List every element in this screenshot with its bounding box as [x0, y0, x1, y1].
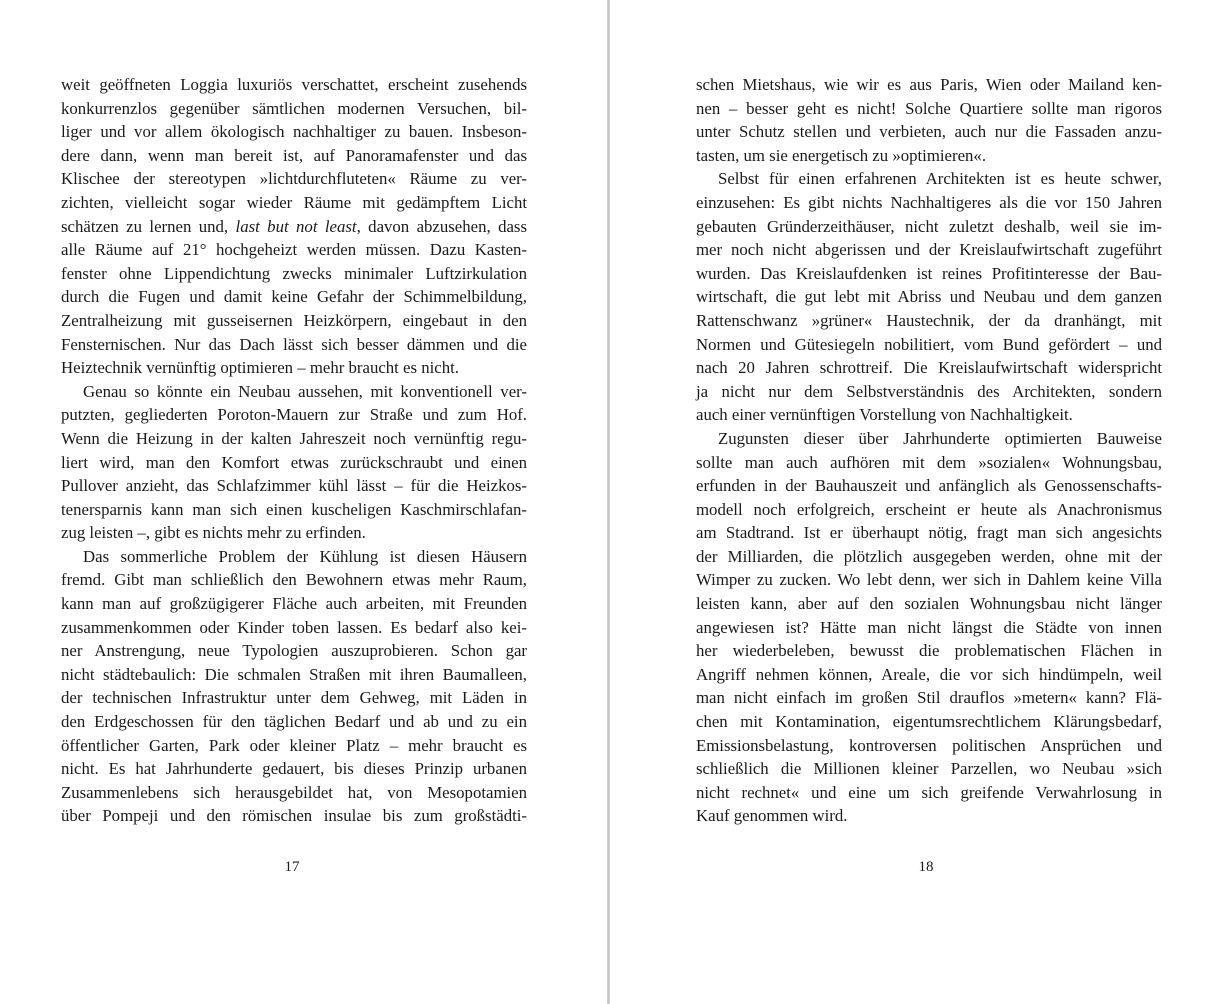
- text-segment: , davon abzusehen, dass: [356, 216, 527, 236]
- text-line: nen – besser geht es nicht! Solche Quartiere sollte man rigoros: [696, 98, 1162, 118]
- text-line: am Stadtrand. Ist er überhaupt nötig, fragt man sich angesichts: [696, 523, 1162, 543]
- text-line: fremd. Gibt man schließlich den Bewohnern etwas mehr Raum,: [61, 570, 527, 590]
- text-line: Emissionsbelastung, kontroversen politischen Ansprüchen und: [696, 735, 1162, 755]
- text-line: angewiesen ist? Hätte man nicht längst die Städte von innen: [696, 617, 1162, 637]
- text-line: tenersparnis kann man sich einen kuscheligen Kaschmirschlafan-: [61, 499, 527, 519]
- text-line: Normen und Gütesiegeln nobilitiert, vom Bund gefördert – und: [696, 334, 1162, 354]
- italic-phrase: last but not least: [235, 216, 357, 236]
- text-line: Zusammenlebens sich herausgebildet hat, von Mesopotamien: [61, 782, 527, 802]
- left-page-text: [61, 73, 527, 828]
- text-line: auch einer vernünftigen Vorstellung von Nachhaltigkeit.: [696, 405, 1073, 425]
- text-line: Genau so könnte ein Neubau aussehen, mit konventionell ver-: [83, 381, 527, 401]
- text-line: chen mit Kontamination, eigentumsrechtlichem Klärungsbedarf,: [696, 712, 1162, 732]
- book-gutter: [607, 0, 610, 1004]
- text-line: ja nicht nur dem Selbstverständnis des Architekten, sondern: [696, 381, 1162, 401]
- text-line: nicht. Es hat Jahrhunderte gedauert, bis dieses Prinzip urbanen: [61, 759, 527, 779]
- text-line: Pullover anzieht, das Schlafzimmer kühl lässt – für die Heizkos-: [61, 476, 527, 496]
- text-line: liger und vor allem ökologisch nachhaltiger zu bauen. Insbeson-: [61, 122, 527, 142]
- text-line: zichten, vielleicht sogar wieder Räume mit gedämpftem Licht: [61, 192, 527, 212]
- text-line: über Pompeji und den römischen insulae bis zum großstädti-: [61, 806, 527, 826]
- text-line: nicht städtebaulich: Die schmalen Straßen mit ihren Baumalleen,: [61, 664, 527, 684]
- text-line: Klischee der stereotypen »lichtdurchfluteten« Räume zu ver-: [61, 169, 527, 189]
- text-line: den Erdgeschossen für den täglichen Bedarf und ab und zu ein: [61, 712, 527, 732]
- text-line: Zentralheizung mit gusseisernen Heizkörpern, eingebaut in den: [61, 310, 527, 330]
- text-line: [61, 215, 527, 239]
- text-line: Fensternischen. Nur das Dach lässt sich besser dämmen und die: [61, 334, 527, 354]
- text-line: Angriff nehmen können, Areale, die vor sich hindümpeln, weil: [696, 664, 1162, 684]
- text-line: tasten, um sie energetisch zu »optimieren«.: [696, 145, 987, 165]
- text-line: unter Schutz stellen und verbieten, auch nur die Fassaden anzu-: [696, 122, 1162, 142]
- text-line: der technischen Infrastruktur unter dem Gehweg, mit Läden in: [61, 688, 527, 708]
- text-line: schließlich die Millionen kleiner Parzellen, wo Neubau »sich: [696, 759, 1162, 779]
- text-line: fenster ohne Lippendichtung zwecks minimaler Luftzirkulation: [61, 263, 527, 283]
- text-line: der Milliarden, die plötzlich ausgegeben werden, ohne mit der: [696, 546, 1162, 566]
- text-line: Rattenschwanz »grüner« Haustechnik, der da dranhängt, mit: [696, 310, 1162, 330]
- text-line: her wiederbeleben, bewusst die problematischen Flächen in: [696, 641, 1162, 661]
- text-line: wurden. Das Kreislaufdenken ist reines Profitinteresse der Bau-: [696, 263, 1162, 283]
- text-line: nicht rechnet« und eine um sich greifende Verwahrlosung in: [696, 782, 1162, 802]
- text-line: öffentlicher Garten, Park oder kleiner Platz – mehr braucht es: [61, 735, 527, 755]
- text-line: dere dann, wenn man bereit ist, auf Panoramafenster und das: [61, 145, 527, 165]
- text-line: Wimper zu zucken. Wo lebt denn, wer sich in Dahlem keine Villa: [696, 570, 1162, 590]
- text-line: durch die Fugen und damit keine Gefahr der Schimmelbildung,: [61, 287, 527, 307]
- text-line: nach 20 Jahren schrottreif. Die Kreislaufwirtschaft widerspricht: [696, 358, 1162, 378]
- text-line: schen Mietshaus, wie wir es aus Paris, Wien oder Mailand ken-: [696, 75, 1162, 94]
- text-line: Wenn die Heizung in der kalten Jahreszeit noch vernünftig regu-: [61, 428, 527, 448]
- right-page-text: [696, 73, 1162, 828]
- text-line: Kauf genommen wird.: [696, 806, 848, 826]
- text-line: man nicht einfach im großen Stil drauflos »metern« kann? Flä-: [696, 688, 1162, 708]
- text-line: putzten, gegliederten Poroton-Mauern zur Straße und zum Hof.: [61, 405, 527, 425]
- text-line: kann man auf großzügigerer Fläche auch arbeiten, mit Freunden: [61, 594, 527, 614]
- text-line: konkurrenzlos gegenüber sämtlichen modernen Versuchen, bil-: [61, 98, 527, 118]
- text-line: weit geöffneten Loggia luxuriös verschattet, erscheint zusehends: [61, 75, 527, 94]
- text-line: leisten kann, aber auf den sozialen Wohnungsbau nicht länger: [696, 594, 1162, 614]
- text-segment: schätzen zu lernen und,: [61, 216, 236, 236]
- text-line: ner Anstrengung, neue Typologien auszuprobieren. Schon gar: [61, 641, 527, 661]
- text-line: Selbst für einen erfahrenen Architekten ist es heute schwer,: [718, 169, 1162, 189]
- text-line: liert wird, man den Komfort etwas zurückschraubt und einen: [61, 452, 527, 472]
- text-line: alle Räume auf 21° hochgeheizt werden müssen. Dazu Kasten-: [61, 240, 527, 260]
- text-line: Zugunsten dieser über Jahrhunderte optimierten Bauweise: [718, 428, 1162, 448]
- text-line: Das sommerliche Problem der Kühlung ist diesen Häusern: [83, 546, 527, 566]
- text-line: mer noch nicht abgerissen und der Kreislaufwirtschaft zugeführt: [696, 240, 1162, 260]
- text-line: sollte man auch aufhören mit dem »sozialen« Wohnungsbau,: [696, 452, 1162, 472]
- text-line: erfunden in der Bauhauszeit und anfänglich als Genossenschafts-: [696, 476, 1162, 496]
- text-line: gebauten Gründerzeithäuser, nicht zuletzt deshalb, weil sie im-: [696, 216, 1162, 236]
- text-line: einzusehen: Es gibt nichts Nachhaltigeres als die vor 150 Jahren: [696, 192, 1162, 212]
- text-line: zusammenkommen oder Kinder toben lassen. Es bedarf also kei-: [61, 617, 527, 637]
- right-page-number: 18: [918, 859, 934, 875]
- left-page-number: 17: [284, 859, 300, 875]
- text-line: modell noch erfolgreich, erscheint er heute als Anachronismus: [696, 499, 1162, 519]
- text-line: zug leisten –, gibt es nichts mehr zu erfinden.: [61, 523, 366, 543]
- text-line: wirtschaft, die gut lebt mit Abriss und Neubau und dem ganzen: [696, 287, 1162, 307]
- text-line: Heiztechnik vernünftig optimieren – mehr braucht es nicht.: [61, 358, 459, 378]
